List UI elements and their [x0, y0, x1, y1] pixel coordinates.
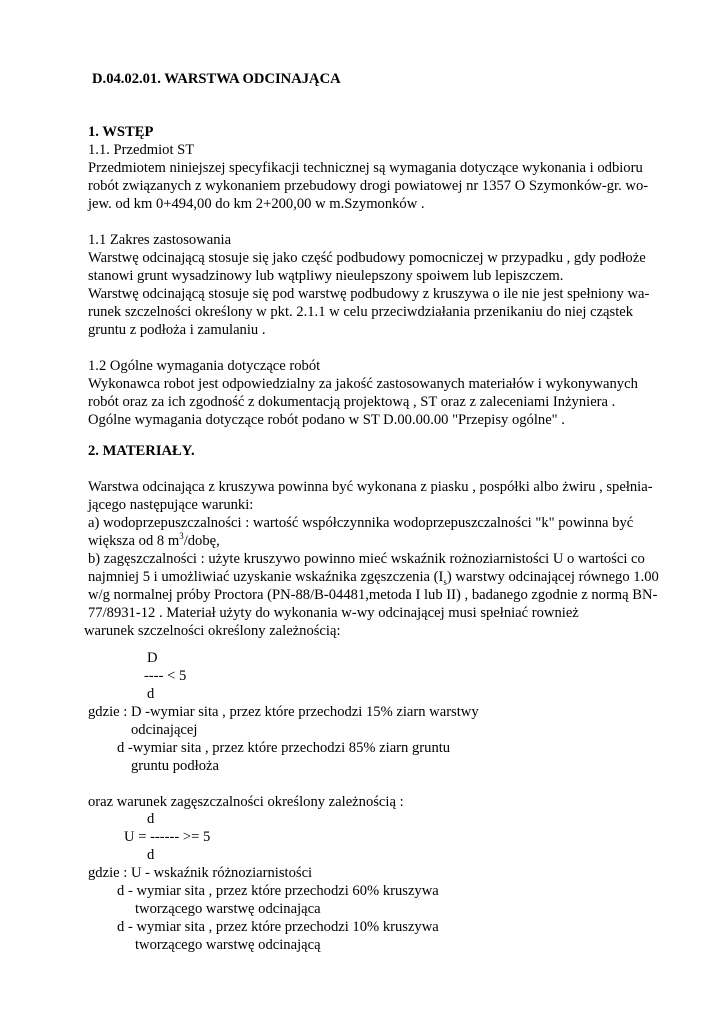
- text-span: ) warstwy odcinającej równego 1.00: [446, 569, 659, 585]
- section-1-heading: 1. WSTĘP: [88, 124, 154, 140]
- definition-line: gdzie : U - wskaźnik różnoziarnistości: [88, 865, 313, 881]
- condition-b-line: w/g normalnej próby Proctora (PN-88/B-04481,metoda I lub II) , badanego zgodnie z normą BN-: [88, 587, 658, 603]
- section-2-heading: 2. MATERIAŁY.: [88, 443, 195, 459]
- subsection-scope-heading: 1.1 Zakres zastosowania: [88, 232, 232, 248]
- condition-b-line: b) zagęszczalności : użyte kruszywo powinno mieć wskaźnik rożnoziarnistości U o wartości co: [88, 551, 645, 567]
- paragraph-line: Warstwę odcinającą stosuje się pod warstwę podbudowy z kruszywa o ile nie jest spełniony wa-: [88, 286, 650, 302]
- definition-line: tworzącego warstwę odcinającą: [135, 937, 321, 953]
- definition-line: d - wymiar sita , przez które przechodzi 10% kruszywa: [117, 919, 439, 935]
- paragraph-line: gruntu z podłoża i zamulaniu .: [88, 322, 266, 338]
- formula-1-denominator: d: [147, 686, 155, 702]
- paragraph-line: jew. od km 0+494,00 do km 2+200,00 w m.Szymonków .: [88, 196, 425, 212]
- definition-line: d -wymiar sita , przez które przechodzi 85% ziarn gruntu: [117, 740, 451, 756]
- definition-line: gruntu podłoża: [131, 758, 219, 774]
- definition-line: odcinającej: [131, 722, 198, 738]
- superscript: 3: [179, 531, 184, 542]
- formula-2-numerator: d: [147, 811, 155, 827]
- paragraph-line: Wykonawca robot jest odpowiedzialny za jakość zastosowanych materiałów i wykonywanych: [88, 376, 638, 392]
- paragraph-line: Przedmiotem niniejszej specyfikacji technicznej są wymagania dotyczące wykonania i odbioru: [88, 160, 643, 176]
- condition-2-line: oraz warunek zagęszczalności określony zależnością :: [88, 794, 404, 810]
- text-span: /dobę,: [183, 533, 220, 549]
- formula-2-inequality: U = ------ >= 5: [124, 829, 211, 845]
- subsection-1-2-heading: 1.2 Ogólne wymagania dotyczące robót: [88, 358, 321, 374]
- text-span: najmniej 5 i umożliwiać uzyskanie wskaźnika zgęszczenia (I: [88, 569, 444, 585]
- paragraph-line: robót związanych z wykonaniem przebudowy drogi powiatowej nr 1357 O Szymonków-gr. wo-: [88, 178, 649, 194]
- formula-1-numerator: D: [147, 650, 158, 666]
- paragraph-line: stanowi grunt wysadzinowy lub wątpliwy nieulepszony spoiwem lub lepiszczem.: [88, 268, 564, 284]
- condition-b-line: 77/8931-12 . Materiał użyty do wykonania w-wy odcinającej musi spełniać rownież: [88, 605, 579, 621]
- paragraph-line: Warstwę odcinającą stosuje się jako część podbudowy pomocniczej w przypadku , gdy podłoże: [88, 250, 646, 266]
- condition-a-line: [88, 532, 220, 550]
- formula-1-inequality: ---- < 5: [144, 668, 187, 684]
- condition-a-line: a) wodoprzepuszczalności : wartość współczynnika wodoprzepuszczalności "k" powinna być: [88, 515, 634, 531]
- paragraph-line: jącego następujące warunki:: [88, 497, 254, 513]
- paragraph-line: runek szczelności określony w pkt. 2.1.1 w celu przeciwdziałania przenikaniu do niej cząstek: [88, 304, 634, 320]
- subscript: s: [443, 576, 447, 587]
- paragraph-line: robót oraz za ich zgodność z dokumentacją projektową , ST oraz z zaleceniami Inżyniera .: [88, 394, 616, 410]
- condition-b-line: warunek szczelności określony zależnością:: [84, 623, 341, 639]
- document-title: D.04.02.01. WARSTWA ODCINAJĄCA: [92, 71, 341, 87]
- formula-2-denominator: d: [147, 847, 155, 863]
- paragraph-line: Warstwa odcinająca z kruszywa powinna być wykonana z piasku , pospółki albo żwiru , spełnia-: [88, 479, 653, 495]
- definition-line: gdzie : D -wymiar sita , przez które przechodzi 15% ziarn warstwy: [88, 704, 479, 720]
- condition-b-line: [88, 568, 659, 586]
- text-span: większa od 8 m: [88, 533, 180, 549]
- definition-line: tworzącego warstwę odcinająca: [135, 901, 321, 917]
- paragraph-line: Ogólne wymagania dotyczące robót podano w ST D.00.00.00 "Przepisy ogólne" .: [88, 412, 565, 428]
- subsection-1-1-heading: 1.1. Przedmiot ST: [88, 142, 195, 158]
- definition-line: d - wymiar sita , przez które przechodzi 60% kruszywa: [117, 883, 439, 899]
